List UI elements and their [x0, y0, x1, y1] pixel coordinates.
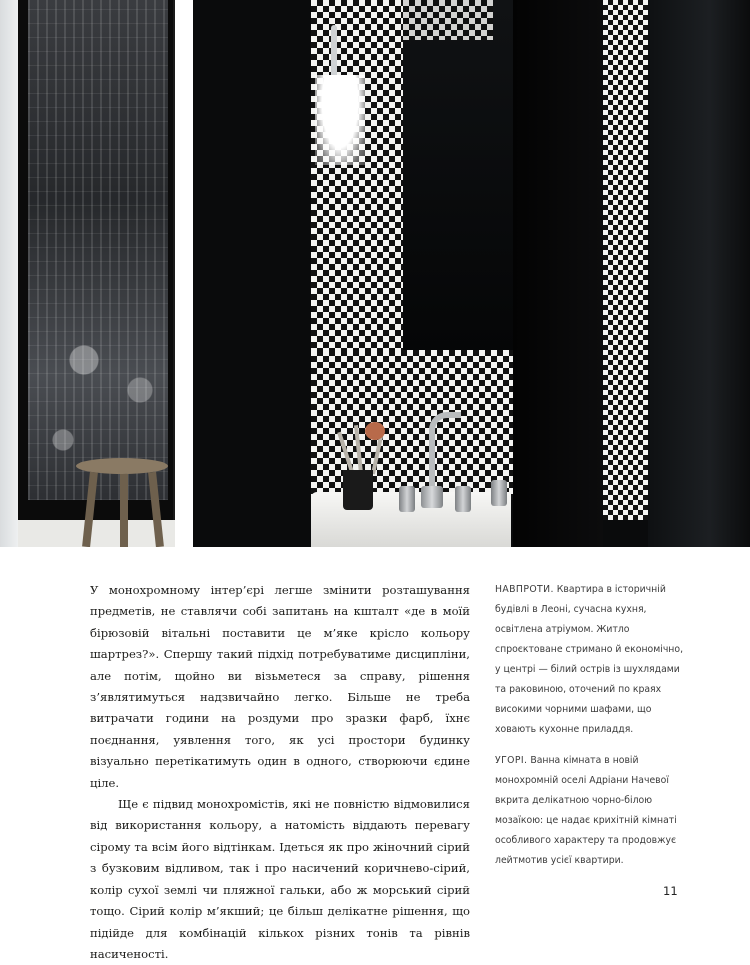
caption-lead-above: УГОРІ.: [495, 755, 528, 766]
photo-bathroom-mosaic: [193, 0, 750, 547]
ornate-artwork-panel: [28, 0, 168, 500]
dark-cabinet: [648, 0, 750, 547]
caption-text-opposite: Квартира в історичній будівлі в Леоні, сучасна кухня, освітлена атріумом. Житло спроєктоване стримано й економічно, у центрі — білий острів із шухлядами та раковиною, оточений по краях високими чорними шафами, що ховають кухонне приладдя.: [495, 584, 684, 735]
caption-opposite: [495, 580, 685, 740]
wall-lamp: [315, 75, 365, 165]
tap-handle-far: [491, 480, 507, 506]
caption-above: [495, 751, 685, 871]
caption-text-above: Ванна кімната в новій монохромній оселі Адріани Начевої вкрита делікатною чорно-білою мозаїкою: це надає крихітній кімнаті особливого характеру та продовжує лейтмотив усієї квартири.: [495, 755, 677, 866]
tap-handle-right: [455, 486, 471, 512]
tap-handle-left: [399, 486, 415, 512]
captions-column: [495, 580, 685, 882]
photo-artwork-and-stool: [0, 0, 175, 547]
mosaic-column: [603, 0, 648, 520]
dark-mirror: [403, 0, 513, 350]
body-text-column: [90, 580, 470, 965]
page-number: 11: [663, 884, 678, 898]
caption-lead-opposite: НАВПРОТИ.: [495, 584, 554, 595]
dark-door: [513, 0, 603, 547]
mosaic-wall-lower: [311, 350, 513, 500]
makeup-brush: [365, 422, 385, 440]
body-paragraph-2: Ще є підвид монохромістів, які не повністю відмовилися від використання кольору, а натомість віддають перевагу сірому та всім його відтінкам. Ідеться як про жіночний сірий з бузковим відливом, так і про насичений коричнево-сірий, колір сухої землі чи пляжної гальки, або ж морський сірий тощо. Сірий колір м’якший; це більш делікатне рішення, що підійде для комбінацій кількох різних тонів та рівнів насиченості.: [90, 797, 470, 961]
body-paragraph-1: У монохромному інтер’єрі легше змінити розташування предметів, не ставлячи собі запитань на кшталт «де в моїй бірюзовій вітальні поставити це м’яке крісло кольору шартрез?». Спершу такий підхід потребуватиме дисципліни, але потім, щойно ви візьметеся за справу, рішення з’являтимуться надзвичайно легко. Більше не треба витрачати години на роздуми про зразки фарб, їхнє поєднання, уявлення того, як усі простори будинку візуально перетікатимуть один в одного, створюючи єдине ціле.: [90, 583, 470, 790]
mosaic-side-wall: [403, 0, 493, 40]
chrome-faucet: [429, 412, 461, 496]
brush-cup: [343, 470, 373, 510]
mosaic-wall-upper: [311, 0, 403, 350]
